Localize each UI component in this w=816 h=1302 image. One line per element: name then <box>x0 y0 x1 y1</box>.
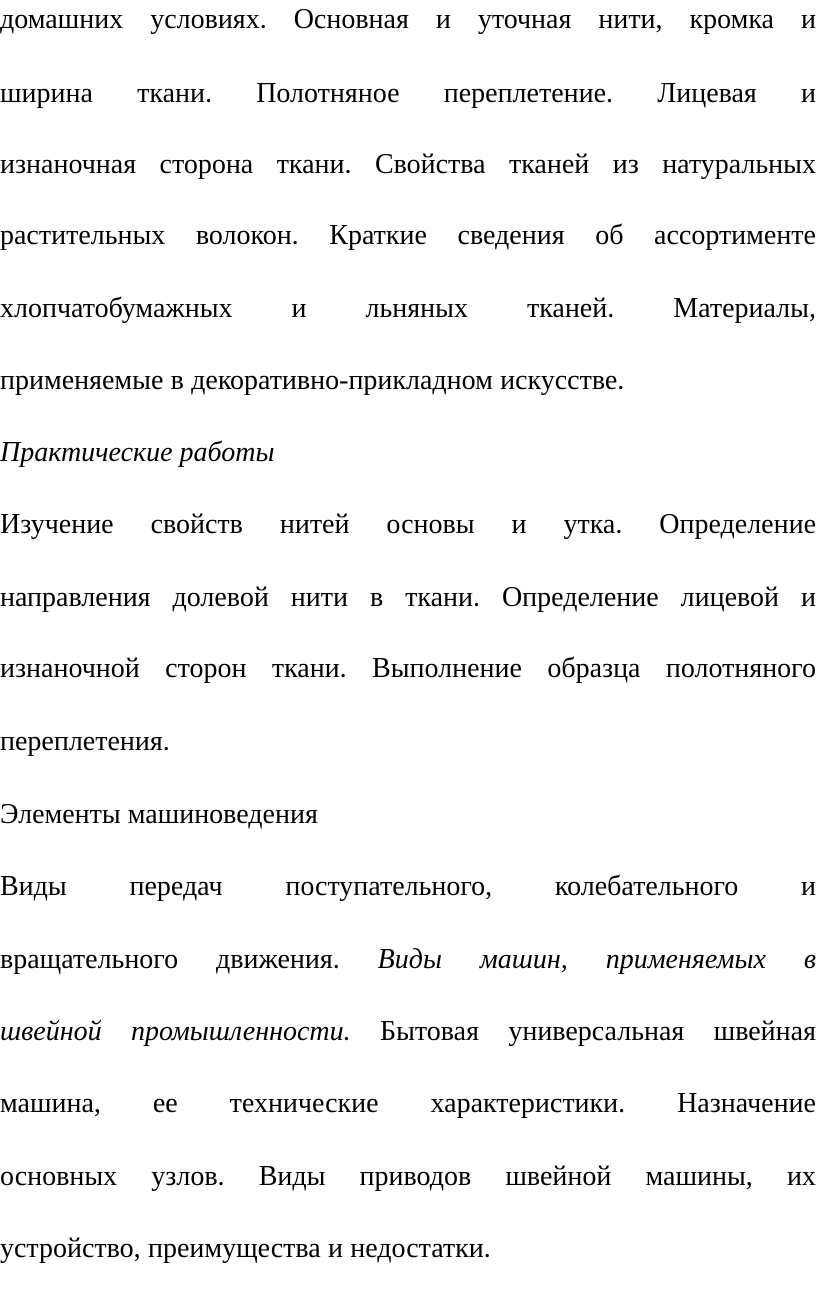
word: машины, <box>645 1161 753 1192</box>
word: растительных <box>0 220 166 251</box>
word: универсальная <box>508 1016 685 1047</box>
word: декоративно-прикладном <box>191 365 493 396</box>
word-italic: Виды <box>377 944 442 975</box>
practical-works-heading <box>0 433 816 473</box>
word: об <box>595 220 624 251</box>
word: и <box>801 78 816 109</box>
word: переплетение. <box>443 78 614 109</box>
word: применяемые <box>0 365 164 396</box>
word: и <box>291 293 307 324</box>
word: приводов <box>359 1161 472 1192</box>
word: льняных <box>365 293 468 324</box>
word: и <box>801 582 816 613</box>
word: Назначение <box>677 1088 816 1119</box>
word: швейная <box>713 1016 816 1047</box>
word: преимущества <box>147 1233 321 1264</box>
word: свойств <box>150 509 243 540</box>
word: Виды <box>258 1161 326 1192</box>
heading-text: Элементы машиноведения <box>0 799 318 830</box>
word: Краткие <box>329 220 427 251</box>
word: швейной <box>505 1161 612 1192</box>
word: домашних <box>0 4 124 35</box>
word: условиях. <box>150 4 267 35</box>
text-line <box>0 0 816 40</box>
word: их <box>786 1161 816 1192</box>
word: изнаночная <box>0 149 137 180</box>
text-line <box>0 867 816 907</box>
word: хлопчатобумажных <box>0 293 233 324</box>
word: Определение <box>501 582 659 613</box>
word: ассортименте <box>654 220 816 251</box>
text-line <box>0 1084 816 1124</box>
text-line <box>0 289 816 329</box>
word: ткани. <box>271 653 347 684</box>
word: ткани. <box>137 78 212 109</box>
word: изнаночной <box>0 653 140 684</box>
word: Материалы, <box>673 293 816 324</box>
text-line <box>0 722 816 762</box>
word: искусстве. <box>500 365 625 396</box>
word: технические <box>229 1088 379 1119</box>
word: в <box>170 365 184 396</box>
word: поступательного, <box>285 871 493 902</box>
word: долевой <box>172 582 269 613</box>
word: образца <box>547 653 641 684</box>
text-line <box>0 578 816 618</box>
word: полотняного <box>665 653 816 684</box>
word: ткани. <box>405 582 480 613</box>
word: недостатки. <box>350 1233 491 1264</box>
word: узлов. <box>151 1161 225 1192</box>
word: передач <box>129 871 223 902</box>
word-italic: в <box>803 944 816 975</box>
word: и <box>327 1233 343 1264</box>
word: лицевой <box>680 582 780 613</box>
word: утка. <box>563 509 623 540</box>
word: движения. <box>216 944 340 975</box>
word: сторона <box>159 149 254 180</box>
word: натуральных <box>662 149 816 180</box>
word: направления <box>0 582 151 613</box>
heading-text: Практические работы <box>0 437 275 468</box>
word: Бытовая <box>380 1016 479 1047</box>
text-line <box>0 505 816 545</box>
word: и <box>435 4 451 35</box>
word: машина, <box>0 1088 101 1119</box>
word: основы <box>386 509 475 540</box>
word: вращательного <box>0 944 179 975</box>
word: ткани. <box>276 149 352 180</box>
text-line <box>0 940 816 980</box>
word: в <box>369 582 384 613</box>
text-line <box>0 361 816 401</box>
text-line <box>0 216 816 256</box>
word: переплетения. <box>0 726 170 757</box>
word: кромка <box>689 4 774 35</box>
word: сведения <box>457 220 565 251</box>
word: Виды <box>0 871 67 902</box>
word: и <box>800 4 816 35</box>
word: Выполнение <box>372 653 522 684</box>
word: Основная <box>293 4 409 35</box>
word: сторон <box>165 653 247 684</box>
word: Полотняное <box>256 78 400 109</box>
word: характеристики. <box>430 1088 626 1119</box>
word-italic: применяемых <box>605 944 766 975</box>
word: тканей <box>509 149 590 180</box>
word: основных <box>0 1161 118 1192</box>
section-heading <box>0 795 816 835</box>
word: волокон. <box>195 220 299 251</box>
word: и <box>511 509 527 540</box>
word-italic: промышленности. <box>130 1016 351 1047</box>
text-line <box>0 1229 816 1269</box>
word: Свойства <box>374 149 486 180</box>
word: нити <box>290 582 348 613</box>
word: колебательного <box>554 871 739 902</box>
text-line <box>0 145 816 185</box>
word: тканей. <box>526 293 615 324</box>
word: ширина <box>0 78 93 109</box>
text-line <box>0 1157 816 1197</box>
word: из <box>612 149 639 180</box>
word: ее <box>152 1088 178 1119</box>
word: Лицевая <box>657 78 757 109</box>
word: нити, <box>598 4 663 35</box>
text-line <box>0 649 816 689</box>
word: Изучение <box>0 509 114 540</box>
text-line <box>0 1012 816 1052</box>
word: Определение <box>659 509 816 540</box>
word: нитей <box>279 509 350 540</box>
word-italic: машин, <box>479 944 568 975</box>
word-italic: швейной <box>0 1016 102 1047</box>
text-line <box>0 74 816 114</box>
word: и <box>801 871 816 902</box>
word: уточная <box>477 4 572 35</box>
word: устройство, <box>0 1233 141 1264</box>
